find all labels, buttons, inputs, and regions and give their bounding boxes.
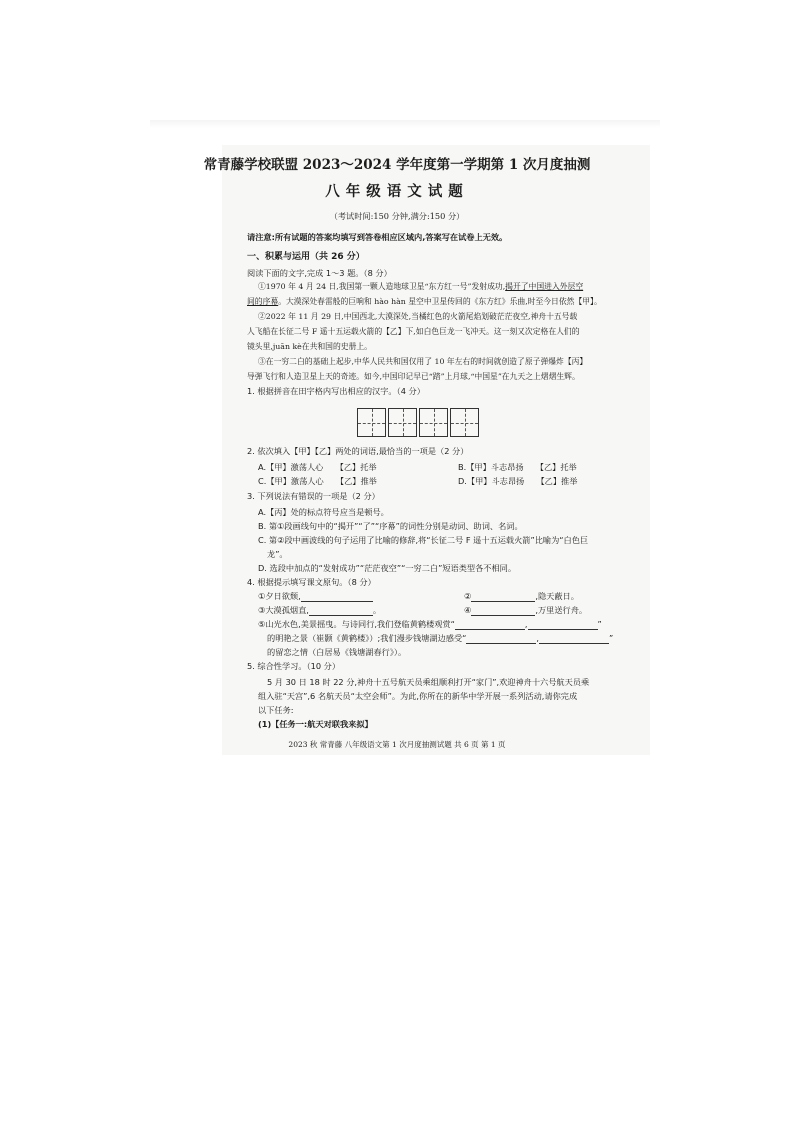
fill-line-5: ⑤山光水色,美景摇曳。与诗同行,我们登临黄鹤楼观赏“ , ” bbox=[258, 619, 602, 629]
scan-edge bbox=[150, 120, 660, 128]
task-1: (1)【任务一:航天对联我来拟】 bbox=[258, 719, 373, 729]
passage-paragraph-2-line2: 人飞船在长征二号 F 遥十五运载火箭的【乙】下,如白色巨龙一飞冲天。这一刻又次定格在人们的 bbox=[247, 327, 580, 336]
answer-blank[interactable] bbox=[471, 615, 535, 616]
section-title: 一、积累与运用（共 26 分） bbox=[247, 252, 365, 262]
fill-line-1 bbox=[258, 591, 373, 602]
exam-header-title: 常青藤学校联盟 2023～2024 学年度第一学期第 1 次月度抽测 bbox=[203, 157, 591, 173]
exam-info: （考试时间:150 分钟,满分:150 分） bbox=[329, 211, 465, 221]
answer-blank[interactable] bbox=[309, 615, 373, 616]
grid-cell[interactable] bbox=[450, 408, 479, 437]
option-c: C.【甲】激荡人心 【乙】推举 bbox=[258, 476, 377, 486]
question-4: 4. 根据提示填写课文原句。（8 分） bbox=[247, 577, 376, 587]
underlined-text: 揭开了中国进入外层空 bbox=[505, 282, 584, 291]
prompt-text: ,万里送行舟。 bbox=[535, 605, 588, 615]
passage-paragraph-1 bbox=[258, 279, 583, 294]
answer-blank[interactable] bbox=[471, 601, 535, 602]
option-a: A.【甲】激荡人心 【乙】托举 bbox=[258, 462, 377, 472]
question-2: 2. 依次填入【甲】【乙】两处的词语,最恰当的一项是（2 分） bbox=[247, 446, 469, 456]
passage-paragraph-2-line3: 镜头里,juān kè在共和国的史册上。 bbox=[247, 342, 372, 351]
passage-paragraph-1-cont bbox=[247, 294, 602, 309]
question-3: 3. 下列说法有错误的一项是（2 分） bbox=[247, 491, 380, 501]
prompt-text: ③大漠孤烟直, bbox=[258, 605, 309, 615]
option-c: C. 第②段中画波线的句子运用了比喻的修辞,将“长征二号 F 遥十五运载火箭”比喻为“白色巨 bbox=[258, 535, 589, 545]
answer-blank[interactable] bbox=[466, 643, 536, 644]
option-c-cont: 龙”。 bbox=[267, 549, 288, 559]
section-intro: 阅读下面的文字,完成 1～3 题。（8 分） bbox=[247, 268, 392, 278]
passage-paragraph-3: ③在一穷二白的基础上起步,中华人民共和国仅用了 10 年左右的时间就创造了原子弹爆炸【丙】 bbox=[258, 357, 588, 366]
fill-line-3 bbox=[258, 605, 381, 616]
option-a: A.【丙】处的标点符号应当是顿号。 bbox=[258, 507, 389, 517]
exam-subject-title: 八年级语文试题 bbox=[325, 183, 469, 200]
q5-paragraph: 5 月 30 日 18 时 22 分,神舟十五号航天员乘组顺利打开“家门”,欢迎神舟十六号航天员乘 bbox=[267, 677, 590, 687]
answer-blank[interactable] bbox=[539, 643, 609, 644]
fill-line-7: 的留恋之情（白居易《钱塘湖春行》）。 bbox=[267, 647, 407, 657]
exam-notice: 请注意:所有试题的答案均填写到答卷相应区域内,答案写在试卷上无效。 bbox=[247, 232, 508, 242]
prompt-text: 的明艳之景（崔颢《黄鹤楼》）;我们漫步钱塘湖边感受“ bbox=[267, 633, 467, 643]
passage-text: ①1970 年 4 月 24 日,我国第一颗人造地球卫星“东方红一号”发射成功, bbox=[258, 282, 506, 291]
passage-paragraph-3-line2: 导弹飞行和人造卫星上天的奇迹。如今,中国印记早已“踏”上月球,“中国星”在九天之上熠熠生辉。 bbox=[247, 372, 580, 381]
prompt-text: ①夕日欲颓, bbox=[258, 591, 301, 601]
prompt-text: ⑤山光水色,美景摇曳。与诗同行,我们登临黄鹤楼观赏“ bbox=[258, 619, 455, 629]
answer-blank[interactable] bbox=[455, 629, 525, 630]
fill-line-2 bbox=[464, 591, 579, 602]
prompt-text: ④ bbox=[464, 605, 472, 615]
option-d: D.【甲】斗志昂扬 【乙】推举 bbox=[458, 476, 578, 486]
question-1: 1. 根据拼音在田字格内写出相应的汉字。（4 分） bbox=[247, 386, 425, 396]
option-b: B.【甲】斗志昂扬 【乙】托举 bbox=[458, 462, 577, 472]
option-b: B. 第①段画线句中的“揭开”“了”“序幕”的词性分别是动词、助词、名词。 bbox=[258, 521, 523, 531]
grid-cell[interactable] bbox=[419, 408, 448, 437]
option-d: D. 选段中加点的“发射成功”“茫茫夜空”“一穷二白”短语类型各不相同。 bbox=[258, 563, 517, 573]
q5-paragraph-2: 组入驻“天宫”,6 名航天员“太空会师”。为此,你所在的新华中学开展一系列活动,请你完成 bbox=[258, 691, 578, 701]
grid-cell[interactable] bbox=[357, 408, 386, 437]
answer-blank[interactable] bbox=[301, 601, 373, 602]
answer-blank[interactable] bbox=[528, 629, 598, 630]
writing-grid bbox=[357, 408, 481, 437]
passage-paragraph-2: ②2022 年 11 月 29 日,中国西北,大漠深处,当橘红色的火箭尾焰划破茫茫夜空,神舟十五号载 bbox=[258, 312, 578, 321]
underlined-text: 间的序幕 bbox=[247, 297, 279, 306]
prompt-text: ② bbox=[464, 591, 472, 601]
page-footer: 2023 秋 常青藤 八年级语文第 1 次月度抽测试题 共 6 页 第 1 页 bbox=[288, 740, 506, 749]
fill-line-4 bbox=[464, 605, 587, 616]
grid-cell[interactable] bbox=[388, 408, 417, 437]
passage-text: 。大漠深处春雷般的巨响和 hào hàn 星空中卫星传回的《东方红》乐曲,时至今日依然【甲】。 bbox=[278, 297, 602, 306]
prompt-text: 。 bbox=[372, 605, 382, 615]
question-5: 5. 综合性学习。（10 分） bbox=[247, 661, 341, 671]
q5-paragraph-3: 以下任务: bbox=[258, 705, 294, 715]
prompt-text: ,隐天蔽日。 bbox=[535, 591, 579, 601]
fill-line-6: 的明艳之景（崔颢《黄鹤楼》）;我们漫步钱塘湖边感受“ , ” bbox=[267, 633, 614, 643]
